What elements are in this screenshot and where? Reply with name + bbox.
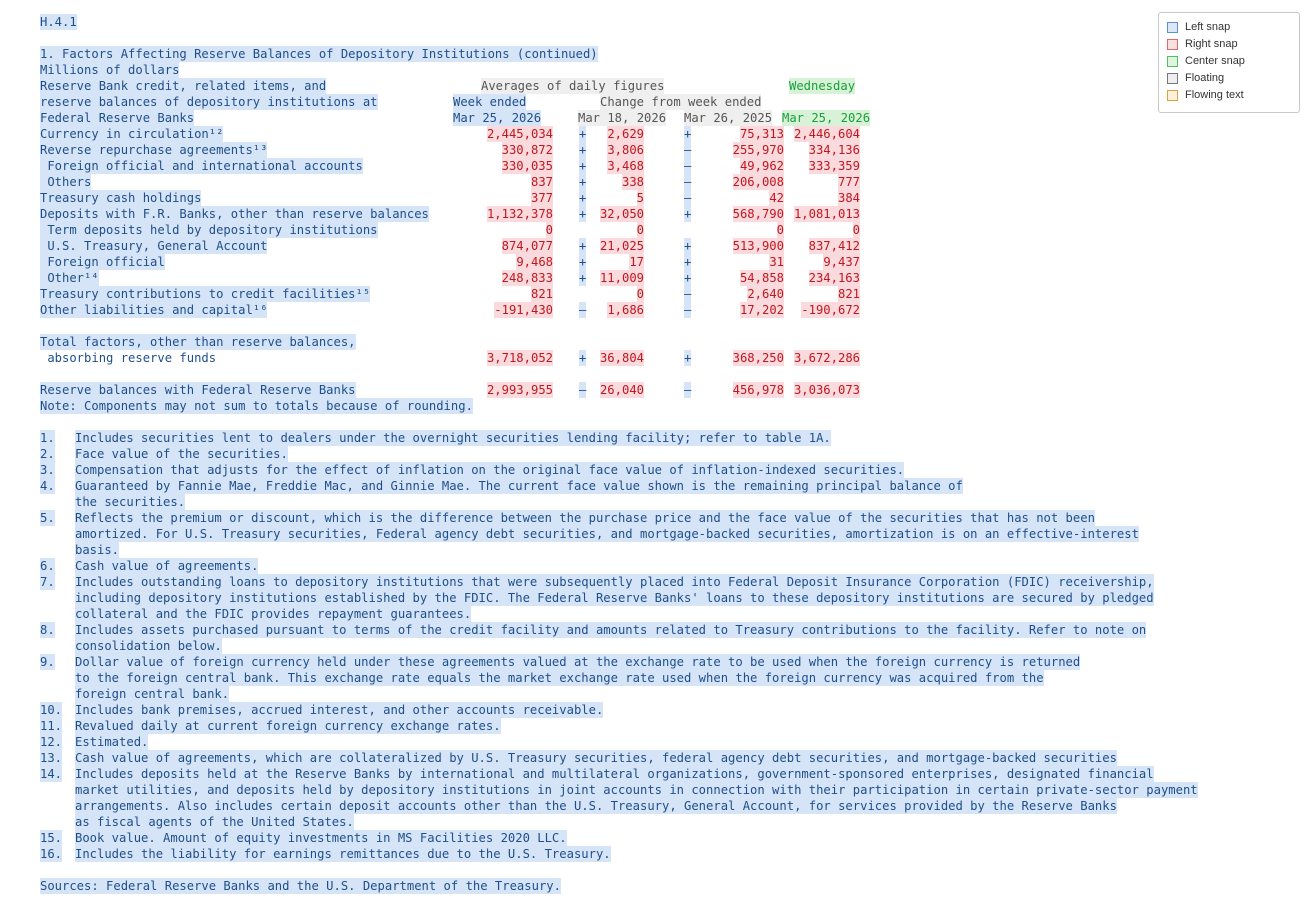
footnote-text: amortized. For U.S. Treasury securities, Federal agency debt securities, and mortgage-backed securities, amortization is on an effective-interest (75, 527, 1139, 541)
row-change2: 42 (769, 191, 784, 205)
footnote-text: Compensation that adjusts for the effect of inflation on the original face value of inflation-indexed securities. (75, 463, 905, 477)
footnote-number: 14. (40, 767, 63, 781)
legend-item (1167, 20, 1230, 34)
row-sign2: – (684, 191, 692, 205)
row-wed: 2,446,604 (793, 127, 860, 141)
row-avg: 330,872 (501, 143, 553, 157)
footnote-text: to the foreign central bank. This exchange rate equals the market exchange rate used when the foreign currency was acquired from the (75, 671, 1044, 685)
legend-item (1167, 71, 1224, 85)
row-sign2: + (684, 239, 692, 253)
legend-item (1167, 37, 1238, 51)
row-label: Foreign official (40, 255, 165, 269)
footnote-number: 6. (40, 559, 55, 573)
row-sign1: + (579, 143, 587, 157)
reserve-label: Reserve balances with Federal Reserve Banks (40, 383, 356, 397)
footnote-text: Guaranteed by Fannie Mae, Freddie Mac, and Ginnie Mae. The current face value shown is the remaining principal balance of (75, 479, 963, 493)
row-sign1: – (579, 303, 587, 317)
row-wed: 821 (837, 287, 860, 301)
row-change2: 206,008 (732, 175, 784, 189)
row-change2: 54,858 (739, 271, 784, 285)
table-title: 1. Factors Affecting Reserve Balances of Depository Institutions (continued) (40, 47, 598, 61)
row-label: Treasury contributions to credit facilities¹⁵ (40, 287, 371, 301)
legend-swatch (1167, 90, 1178, 101)
row-wed: 333,359 (808, 159, 860, 173)
footnote-number: 1. (40, 431, 55, 445)
total-change2: 368,250 (732, 351, 784, 365)
footnote-number: 9. (40, 655, 55, 669)
reserve-avg: 2,993,955 (486, 383, 553, 397)
stub-header-1: Reserve Bank credit, related items, and (40, 79, 327, 93)
reserve-change1: 26,040 (599, 383, 644, 397)
reserve-sign2: – (684, 383, 692, 397)
row-wed: 777 (837, 175, 860, 189)
legend-item (1167, 54, 1245, 68)
row-change2: 17,202 (739, 303, 784, 317)
row-wed: -190,672 (801, 303, 860, 317)
total-sign2: + (684, 351, 692, 365)
footnote-text: Book value. Amount of equity investments in MS Facilities 2020 LLC. (75, 831, 567, 845)
row-sign2: – (684, 143, 692, 157)
reserve-change2: 456,978 (732, 383, 784, 397)
legend-label: Center snap (1185, 55, 1245, 67)
row-change1: 3,468 (607, 159, 644, 173)
row-sign1: + (579, 271, 587, 285)
footnote-number: 10. (40, 703, 63, 717)
row-sign2: + (684, 255, 692, 269)
row-sign2: + (684, 207, 692, 221)
legend-swatch (1167, 39, 1178, 50)
row-change1: 17 (629, 255, 644, 269)
week-date-header: Mar 25, 2026 (453, 111, 542, 125)
row-wed: 0 (852, 223, 860, 237)
row-change2: 568,790 (732, 207, 784, 221)
row-change2: 75,313 (739, 127, 784, 141)
total-avg: 3,718,052 (486, 351, 553, 365)
row-label: Currency in circulation¹² (40, 127, 224, 141)
row-sign1: + (579, 191, 587, 205)
row-label: Deposits with F.R. Banks, other than reserve balances (40, 207, 429, 221)
week-ended-header: Week ended (453, 95, 527, 109)
row-wed: 9,437 (823, 255, 860, 269)
footnote-text: Includes bank premises, accrued interest, and other accounts receivable. (75, 703, 604, 717)
footnote-number: 8. (40, 623, 55, 637)
row-avg: 874,077 (501, 239, 553, 253)
row-label: Other liabilities and capital¹⁶ (40, 303, 268, 317)
footnote-text: including depository institutions established by the FDIC. The Federal Reserve Banks' loans to these depository institutions are secured by pledged (75, 591, 1154, 605)
legend-label: Left snap (1185, 21, 1231, 33)
total-sign1: + (579, 351, 587, 365)
footnote-text: Includes securities lent to dealers under the overnight securities lending facility; refer to table 1A. (75, 431, 831, 445)
footnote-text: Includes the liability for earnings remittances due to the U.S. Treasury. (75, 847, 611, 861)
footnote-number: 4. (40, 479, 55, 493)
row-wed: 1,081,013 (793, 207, 860, 221)
row-change1: 21,025 (599, 239, 644, 253)
row-change1: 0 (636, 223, 644, 237)
footnote-text: consolidation below. (75, 639, 222, 653)
row-change2: 49,962 (739, 159, 784, 173)
stub-header-2: reserve balances of depository institutions at (40, 95, 378, 109)
footnote-number: 16. (40, 847, 63, 861)
row-sign1: + (579, 159, 587, 173)
row-change2: 0 (776, 223, 784, 237)
footnote-text: Estimated. (75, 735, 149, 749)
wednesday-header: Wednesday (789, 79, 856, 93)
row-change1: 3,806 (607, 143, 644, 157)
row-label: Term deposits held by depository institutions (40, 223, 378, 237)
footnote-text: Face value of the securities. (75, 447, 288, 461)
stub-header-3: Federal Reserve Banks (40, 111, 195, 125)
change-from-header: Change from week ended (600, 95, 762, 109)
footnote-text: basis. (75, 543, 120, 557)
row-sign2: – (684, 159, 692, 173)
rounding-note: Note: Components may not sum to totals because of rounding. (40, 399, 473, 413)
row-avg: 821 (530, 287, 553, 301)
footnote-text: Includes assets purchased pursuant to terms of the credit facility and amounts related to Treasury contributions to the facility. Refer to note on (75, 623, 1147, 637)
row-change1: 1,686 (607, 303, 644, 317)
row-sign1: + (579, 239, 587, 253)
footnote-text: Reflects the premium or discount, which is the difference between the purchase price and the face value of the securities that has not been (75, 511, 1095, 525)
averages-header: Averages of daily figures (481, 79, 665, 93)
row-avg: 9,468 (516, 255, 553, 269)
row-label: Others (40, 175, 92, 189)
row-avg: 837 (530, 175, 553, 189)
row-sign2: – (684, 287, 692, 301)
row-label: Treasury cash holdings (40, 191, 202, 205)
footnote-text: Includes deposits held at the Reserve Banks by international and multilateral organizations, government-sponsored enterprises, designated financial (75, 767, 1154, 781)
total-label-2: absorbing reserve funds (40, 351, 217, 365)
row-label: U.S. Treasury, General Account (40, 239, 268, 253)
row-change1: 338 (621, 175, 644, 189)
footnote-text: foreign central bank. (75, 687, 230, 701)
legend-swatch (1167, 22, 1178, 33)
row-avg: 1,132,378 (486, 207, 553, 221)
wed-date-header: Mar 25, 2026 (782, 111, 871, 125)
footnote-text: Cash value of agreements, which are collateralized by U.S. Treasury securities, federal agency debt securities, and mortgage-backed securities (75, 751, 1117, 765)
footnote-text: as fiscal agents of the United States. (75, 815, 354, 829)
footnote-text: Revalued daily at current foreign currency exchange rates. (75, 719, 501, 733)
footnote-number: 7. (40, 575, 55, 589)
row-label: Reverse repurchase agreements¹³ (40, 143, 268, 157)
doc-id: H.4.1 (40, 15, 77, 29)
row-change2: 255,970 (732, 143, 784, 157)
row-wed: 234,163 (808, 271, 860, 285)
row-change2: 2,640 (747, 287, 784, 301)
units-label: Millions of dollars (40, 63, 180, 77)
footnote-number: 15. (40, 831, 63, 845)
legend-label: Floating (1185, 72, 1225, 84)
row-change1: 32,050 (599, 207, 644, 221)
row-wed: 334,136 (808, 143, 860, 157)
footnote-number: 3. (40, 463, 55, 477)
prev-week-header: Mar 18, 2026 (578, 111, 667, 125)
legend-label: Flowing text (1185, 89, 1244, 101)
row-avg: -191,430 (494, 303, 553, 317)
row-change2: 513,900 (732, 239, 784, 253)
footnote-text: collateral and the FDIC provides repayment guarantees. (75, 607, 472, 621)
footnote-text: market utilities, and deposits held by depository institutions in joint accounts in connection with their participation in certain private-sector payment (75, 783, 1198, 797)
footnote-number: 12. (40, 735, 63, 749)
row-label: Foreign official and international accounts (40, 159, 363, 173)
footnote-number: 13. (40, 751, 63, 765)
row-sign2: – (684, 303, 692, 317)
reserve-wed: 3,036,073 (793, 383, 860, 397)
row-wed: 837,412 (808, 239, 860, 253)
footnote-text: Cash value of agreements. (75, 559, 259, 573)
row-wed: 384 (837, 191, 860, 205)
row-sign2: + (684, 271, 692, 285)
row-avg: 377 (530, 191, 553, 205)
row-change1: 5 (636, 191, 644, 205)
footnote-text: arrangements. Also includes certain deposit accounts other than the U.S. Treasury, General Account, for services provided by the Reserve Banks (75, 799, 1117, 813)
row-sign2: – (684, 175, 692, 189)
footnote-number: 11. (40, 719, 63, 733)
legend-label: Right snap (1185, 38, 1238, 50)
legend-item (1167, 88, 1244, 102)
row-change1: 0 (636, 287, 644, 301)
prev-year-header: Mar 26, 2025 (684, 111, 773, 125)
row-avg: 248,833 (501, 271, 553, 285)
total-label-1: Total factors, other than reserve balances, (40, 335, 356, 349)
total-change1: 36,804 (599, 351, 644, 365)
sources-note: Sources: Federal Reserve Banks and the U.S. Department of the Treasury. (40, 879, 561, 893)
footnote-number: 5. (40, 511, 55, 525)
legend-swatch (1167, 73, 1178, 84)
legend-swatch (1167, 56, 1178, 67)
footnote-text: Dollar value of foreign currency held under these agreements valued at the exchange rate to be used when the foreign currency is returned (75, 655, 1081, 669)
row-avg: 2,445,034 (486, 127, 553, 141)
row-change2: 31 (769, 255, 784, 269)
row-change1: 11,009 (599, 271, 644, 285)
total-wed: 3,672,286 (793, 351, 860, 365)
row-change1: 2,629 (607, 127, 644, 141)
row-label: Other¹⁴ (40, 271, 99, 285)
row-sign1: + (579, 207, 587, 221)
reserve-sign1: – (579, 383, 587, 397)
row-sign1: + (579, 127, 587, 141)
row-sign2: + (684, 127, 692, 141)
row-sign1: + (579, 255, 587, 269)
row-sign1: + (579, 175, 587, 189)
footnote-number: 2. (40, 447, 55, 461)
snap-legend (1158, 12, 1300, 113)
footnote-text: the securities. (75, 495, 186, 509)
footnote-text: Includes outstanding loans to depository institutions that were subsequently placed into Federal Deposit Insurance Corporation (FDIC) receivership, (75, 575, 1154, 589)
row-avg: 0 (545, 223, 553, 237)
row-avg: 330,035 (501, 159, 553, 173)
